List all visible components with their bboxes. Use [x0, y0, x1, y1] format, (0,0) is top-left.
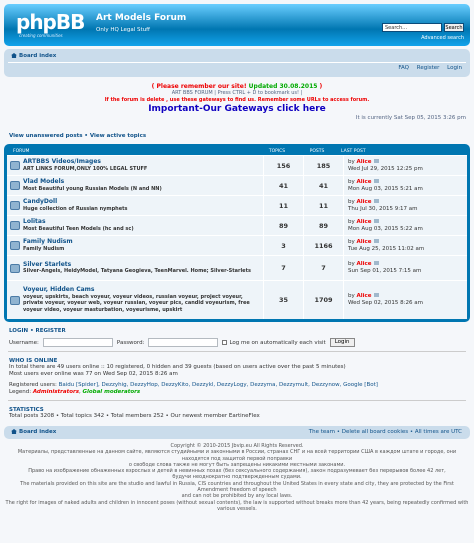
copyright-line: and can not be prohibited by any local laws.	[181, 493, 293, 500]
by-label: by	[348, 158, 355, 165]
forum-table-header	[7, 147, 467, 155]
gateways-link[interactable]: Important-Our Gateways click here	[148, 104, 326, 114]
forum-row[interactable]	[7, 255, 467, 280]
forum-topics-count: 7	[263, 256, 303, 280]
view-latest-post-icon[interactable]	[374, 179, 379, 183]
breadcrumb[interactable]	[11, 53, 56, 59]
registered-users-list[interactable]: Baidu [Spider], Dezzyhig, DezzyHop, DezzyKito, Dezzykl, DezzyLogy, Dezzyma, Dezzymult, Dezzynow, Google [Bot]	[58, 382, 378, 388]
last-post-date: Tue Aug 25, 2015 11:02 am	[348, 245, 425, 252]
last-post-date: Wed Jul 29, 2015 12:25 pm	[348, 165, 423, 172]
forum-info	[23, 159, 263, 172]
header-last-post: LAST POST	[341, 148, 366, 154]
copyright-line: будучи неоднократно подтвержденным судами.	[172, 474, 302, 481]
forum-row[interactable]	[7, 235, 467, 255]
forum-rows	[7, 155, 467, 319]
last-post-author[interactable]: Alice	[356, 178, 372, 185]
header-topics: TOPICS	[268, 148, 286, 154]
logo-text: phpBB	[16, 10, 85, 34]
legend-admins[interactable]: Administrators	[32, 389, 79, 395]
site-title: Art Models Forum	[96, 13, 187, 23]
board-index-link[interactable]: Board index	[19, 53, 57, 59]
faq-link[interactable]: FAQ	[398, 65, 409, 71]
navbar-divider	[8, 62, 466, 63]
last-post-date: Mon Aug 03, 2015 5:21 am	[348, 185, 423, 192]
by-label: by	[348, 293, 355, 299]
by-label: by	[348, 238, 355, 245]
forum-topics-count: 3	[263, 236, 303, 255]
search-input[interactable]: Search…	[382, 23, 442, 32]
legend: Legend: Administrators, Global moderators	[9, 389, 141, 395]
navbar	[4, 49, 470, 77]
forum-row[interactable]	[7, 280, 467, 319]
username-label: Username:	[9, 339, 39, 346]
forum-posts-count: 1166	[303, 236, 343, 255]
forum-row[interactable]	[7, 155, 467, 175]
forum-posts-count: 1709	[303, 281, 343, 319]
by-label: by	[348, 261, 355, 267]
forum-description: Huge collection of Russian nymphets	[23, 205, 128, 212]
forum-topics-count: 41	[263, 176, 303, 195]
forum-read-icon	[7, 221, 23, 230]
last-post-date: Sun Sep 01, 2015 7:15 am	[348, 268, 422, 274]
header-posts: POSTS	[309, 148, 325, 154]
registered-label: Registered users:	[9, 382, 57, 388]
forum-info	[23, 199, 263, 212]
footer-navbar	[4, 426, 470, 439]
last-post-author[interactable]: Alice	[356, 218, 372, 225]
last-post-date: Mon Aug 03, 2015 5:22 am	[348, 225, 423, 232]
forum-last-post	[343, 176, 467, 195]
last-post-date: Wed Sep 02, 2015 8:26 am	[348, 300, 423, 306]
copyright-block	[4, 443, 470, 512]
online-summary: In total there are 49 users online :: 10 registered, 0 hidden and 39 guests (based on users active over the past 5 minutes)	[9, 364, 346, 370]
register-link[interactable]: Register	[416, 65, 440, 71]
forum-posts-count: 11	[303, 196, 343, 215]
forum-posts-count: 89	[303, 216, 343, 235]
announcement-line-2: ART BBS FORUM | Press CTRL + D to bookmark us! |	[171, 90, 303, 96]
copyright-line: The right for images of naked adults and children in innocent poses (without sexual contents), the law is supported without breaks more than 42 years, being repeatedly confirmed with various vessels.	[5, 499, 469, 512]
forum-read-icon	[7, 296, 23, 305]
footer-breadcrumb[interactable]	[11, 429, 56, 435]
forum-description: Most Beautiful young Russian Models (N and NN)	[23, 185, 162, 192]
view-latest-post-icon[interactable]	[374, 261, 379, 265]
login-link[interactable]: Login	[447, 65, 462, 71]
view-latest-post-icon[interactable]	[374, 219, 379, 223]
divider	[8, 400, 466, 401]
forum-read-icon	[7, 181, 23, 190]
forum-info	[23, 239, 263, 252]
forum-table	[4, 144, 470, 322]
user-links	[392, 65, 462, 71]
forum-row[interactable]	[7, 175, 467, 195]
announcement-block	[4, 83, 470, 113]
home-icon	[11, 53, 17, 58]
forum-posts-count: 7	[303, 256, 343, 280]
forum-name-link[interactable]: Voyeur, Hidden Cams	[23, 286, 95, 293]
statistics-heading: STATISTICS	[9, 407, 44, 413]
header-bar	[4, 4, 470, 46]
forum-description: Family Nudism	[23, 245, 65, 252]
login-form	[4, 338, 470, 347]
forum-info	[23, 179, 263, 192]
forum-name-link[interactable]: CandyDoll	[23, 198, 58, 205]
forum-topics-count: 89	[263, 216, 303, 235]
forum-name-link[interactable]: ARTBBS Videos/Images	[23, 158, 101, 165]
view-latest-post-icon[interactable]	[374, 199, 379, 203]
by-label: by	[348, 218, 355, 225]
search-button[interactable]: Search	[445, 25, 463, 31]
copyright-line: The materials provided on this site are the studio and lawful in Russia, CIS countries and throughout the United States in every state and city, they are protected by the First Amendment freedom of speech	[20, 480, 454, 494]
statistics-line: Total posts 3208 • Total topics 342 • Total members 252 • Our newest member EartineFlex	[9, 413, 260, 419]
legend-label: Legend:	[9, 389, 32, 395]
forum-last-post	[343, 281, 467, 319]
site-description: Only HQ Legal Stuff	[96, 27, 150, 33]
last-post-author[interactable]: Alice	[356, 158, 372, 165]
forum-info	[23, 262, 263, 275]
announcement-red: Please remember our site!	[156, 83, 247, 90]
copyright-line: Материалы, представленные на данном сайте, являются студийными и законными в России, странах СНГ и на всей территории США в каждом штате и городе, они находятся под защитой первой поправки	[17, 449, 457, 462]
logo-subtext: creating communities	[19, 33, 63, 38]
forum-name-link[interactable]: Family Nudism	[23, 238, 73, 245]
forum-description: voyeur, upskirts, beach voyeur, voyeur videos, russian voyeur, project voyeur, private voyeur, voyeur web, voyeur russian, voyeur pics, candid voyeurism, free voyeur video, voyeur masturbation, voyeurisme, upskirt	[23, 293, 250, 313]
forum-topics-count: 11	[263, 196, 303, 215]
legend-mods[interactable]: Global moderators	[82, 389, 141, 395]
remember-checkbox[interactable]	[222, 340, 227, 345]
by-label: by	[348, 198, 355, 205]
registered-users	[4, 382, 470, 389]
by-label: by	[348, 178, 355, 185]
divider	[8, 351, 466, 352]
username-field[interactable]	[43, 338, 113, 347]
forum-read-icon	[7, 201, 23, 210]
forum-info	[23, 219, 263, 232]
login-button[interactable]: Login	[330, 338, 355, 347]
forum-description: Most Beautiful Teen Models (hc and sc)	[23, 225, 134, 232]
advanced-search-link[interactable]: Advanced search	[421, 35, 464, 41]
remember-label: Log me on automatically each visit	[229, 339, 326, 346]
header-forum: FORUM	[13, 148, 30, 154]
password-label: Password:	[116, 339, 145, 346]
copyright-line: Copyright © 2010-2015 Jbvip.eu All Rights Reserved.	[170, 443, 304, 449]
copyright-line: о свободе слова также не могут быть запрещены никакими местными законами.	[128, 461, 346, 468]
who-online-heading: WHO IS ONLINE	[9, 358, 58, 364]
last-post-author[interactable]: Alice	[356, 198, 372, 205]
forum-last-post	[343, 256, 467, 280]
last-post-author[interactable]: Alice	[356, 261, 372, 267]
password-field[interactable]	[148, 338, 218, 347]
announcement-line-3: If the forum is delete , use these gateways to find us. Remember some URLs to access forum.	[104, 97, 370, 103]
forum-name-link[interactable]: Silver Starlets	[23, 260, 72, 268]
forum-last-post	[343, 156, 467, 175]
footer-board-index-link[interactable]: Board index	[19, 429, 57, 435]
forum-last-post	[343, 216, 467, 235]
forum-row[interactable]	[7, 215, 467, 235]
forum-info	[23, 287, 263, 313]
copyright-line: Право на изображение обнаженных взрослых и детей в невинных позах (без сексуального содержания), закон подразумевает без перерывов более 42 лет,	[28, 468, 446, 475]
footer-links[interactable]: The team • Delete all board cookies • All times are UTC	[308, 429, 462, 435]
login-heading[interactable]: LOGIN • REGISTER	[9, 328, 66, 334]
view-latest-post-icon[interactable]	[374, 239, 379, 243]
forum-last-post	[343, 196, 467, 215]
view-latest-post-icon[interactable]	[374, 159, 379, 163]
forum-last-post	[343, 236, 467, 255]
quick-links[interactable]: View unanswered posts • View active topics	[9, 133, 147, 139]
announcement-line-1: ( Please remember our site! Updated 30.08.2015 )	[151, 83, 323, 90]
forum-posts-count: 41	[303, 176, 343, 195]
phpbb-logo[interactable]	[16, 10, 84, 40]
forum-row[interactable]	[7, 195, 467, 215]
last-post-author[interactable]: Alice	[356, 238, 372, 245]
forum-topics-count: 156	[263, 156, 303, 175]
forum-read-icon	[7, 161, 23, 170]
forum-description: Silver-Angels, HeidyModel, Tatyana Geogieva, TeenMarvel. Home; Silver-Starlets	[23, 268, 251, 274]
forum-name-link[interactable]: Vlad Models	[23, 178, 65, 185]
last-post-author[interactable]: Alice	[356, 293, 372, 299]
forum-description: ART LINKS FORUM,ONLY 100% LEGAL STUFF	[23, 165, 148, 172]
home-icon	[11, 429, 17, 434]
announcement-updated: Updated 30.08.2015	[248, 83, 318, 90]
forum-read-icon	[7, 241, 23, 250]
forum-read-icon	[7, 264, 23, 273]
forum-name-link[interactable]: Lolitas	[23, 218, 46, 225]
online-record: Most users ever online was 77 on Wed Sep 02, 2015 8:26 am	[9, 371, 178, 377]
current-time: It is currently Sat Sep 05, 2015 3:26 pm	[355, 115, 466, 121]
last-post-date: Thu Jul 30, 2015 9:17 am	[348, 205, 418, 212]
forum-topics-count: 35	[263, 281, 303, 319]
view-latest-post-icon[interactable]	[374, 293, 379, 297]
forum-posts-count: 185	[303, 156, 343, 175]
